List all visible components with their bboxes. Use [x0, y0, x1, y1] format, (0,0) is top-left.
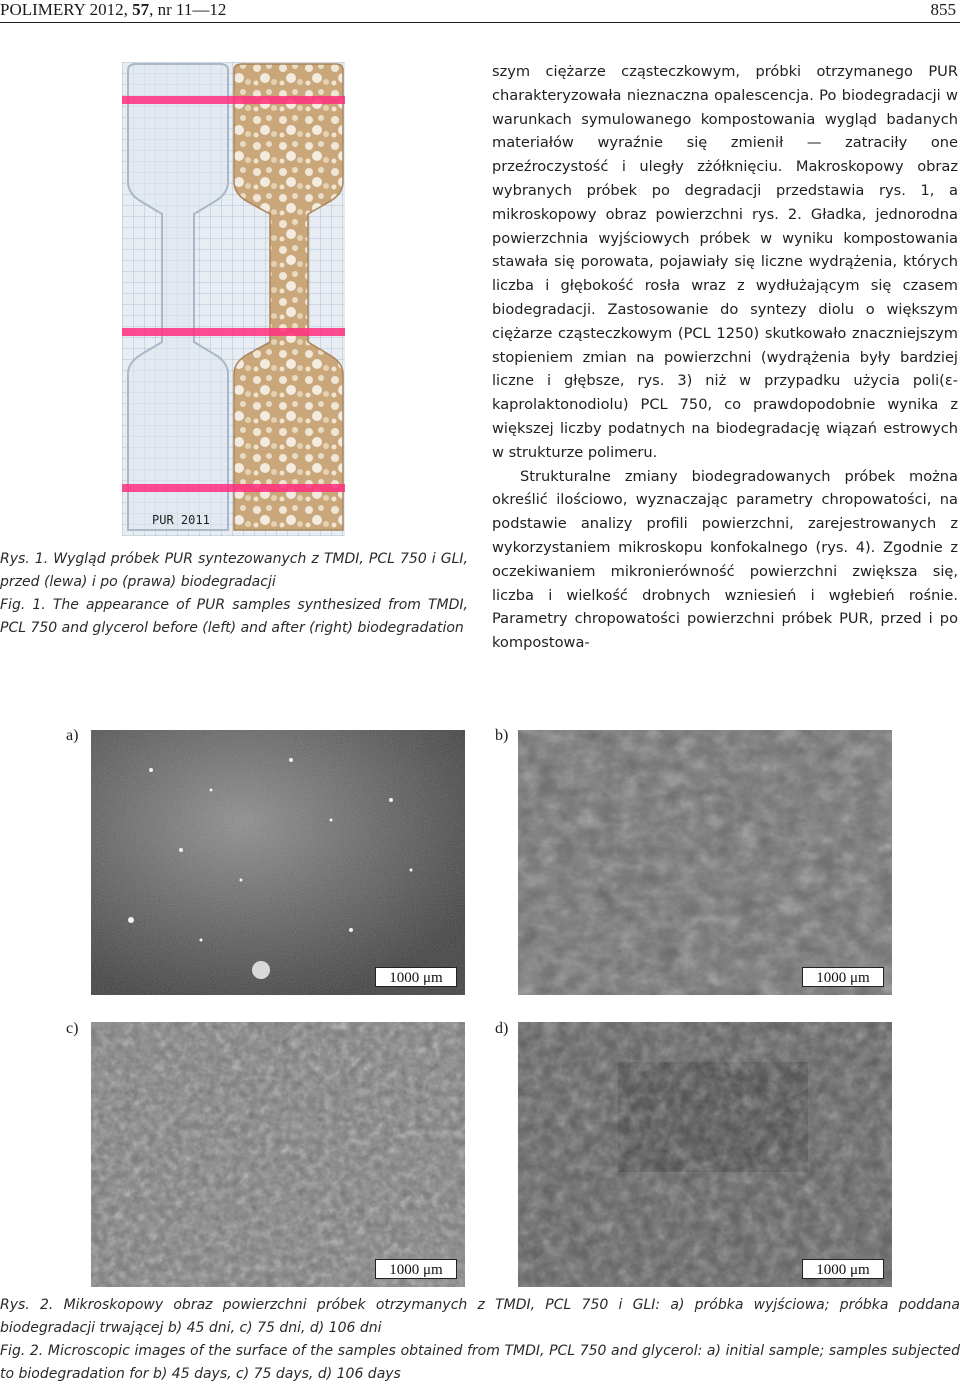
- volume-number: 57: [132, 0, 150, 19]
- journal-citation: POLIMERY 2012, 57, nr 11—12: [0, 0, 227, 19]
- body-text-column: [492, 60, 958, 655]
- figure2-caption-pl: Rys. 2. Mikroskopowy obraz powierzchni próbek otrzymanych z TMDI, PCL 750 i GLI: a) próbka wyjściowa; próbka poddana biodegradacji trwającej b) 45 dni, c) 75 dni, d) 106 dni: [0, 1297, 960, 1336]
- micrograph-b: [518, 730, 892, 995]
- micrograph-d: [518, 1022, 892, 1287]
- panel-a-label: a): [66, 727, 79, 744]
- figure1-photo: [122, 62, 345, 536]
- micrograph-c: [91, 1022, 465, 1287]
- dumbbell-samples-image: [122, 62, 345, 536]
- micrograph-a-image: [91, 730, 465, 995]
- figure1-caption: [0, 548, 468, 640]
- sample-label: PUR 2011: [152, 513, 210, 527]
- scale-bar-c: 1000 μm: [375, 1259, 457, 1279]
- figure2-caption-en: Fig. 2. Microscopic images of the surface of the samples obtained from TMDI, PCL 750 and glycerol: a) initial sample; samples subjected to biodegradation for b) 45 days, c) 75 days, d) 106 days: [0, 1343, 960, 1382]
- figure2-caption: [0, 1294, 960, 1386]
- running-header: [0, 0, 960, 23]
- figure1-caption-pl: Rys. 1. Wygląd próbek PUR syntezowanych z TMDI, PCL 750 i GLI, przed (lewa) i po (prawa) biodegradacji: [0, 551, 468, 590]
- micrograph-c-image: [91, 1022, 465, 1287]
- micrograph-b-image: [518, 730, 892, 995]
- micrograph-d-image: [518, 1022, 892, 1287]
- scale-bar-b: 1000 μm: [802, 967, 884, 987]
- scale-bar-d: 1000 μm: [802, 1259, 884, 1279]
- panel-c-label: c): [66, 1020, 79, 1037]
- micrograph-a: [91, 730, 465, 995]
- body-paragraph-2: Strukturalne zmiany biodegradowanych próbek można określić ilościowo, wyznaczając parametry chropowatości, na podstawie analizy profili powierzchni, zarejestrowanych z wykorzystaniem mikroskopu konfokalnego (rys. 4). Zgodnie z oczekiwaniem mikronierówność powierzchni zwiększa się, liczba i wielkość drobnych wzniesień i wgłebień rośnie. Parametry chropowatości powierzchni próbek PUR, przed i po kompostowa-: [492, 467, 958, 652]
- figure1-caption-en: Fig. 1. The appearance of PUR samples synthesized from TMDI, PCL 750 and glycerol before (left) and after (right) biodegradation: [0, 597, 468, 636]
- body-paragraph-1: szym ciężarze cząsteczkowym, próbki otrzymanego PUR charakteryzowała nieznaczna opalescencja. Po biodegradacji w warunkach symulowanego kompostowania wygląd badanych materiałów wyraźnie się zmienił — zatraciły one przeźroczystość i uległy zżółknięciu. Makroskopowy obraz wybranych próbek po degradacji przedstawia rys. 1, a mikroskopowy obraz powierzchni rys. 2. Gładka, jednorodna powierzchnia wyjściowych próbek w wyniku kompostowania stawała się porowata, pojawiały się liczne wydrążenia, których liczba i głębokość rosła wraz z wydłużającym się czasem biodegradacji. Zastosowanie do syntezy diolu o większym ciężarze cząsteczkowym (PCL 1250) skutkowało znaczniejszym stopieniem zmian na powierzchni (wydrążenia były bardziej liczne i głębsze, rys. 3) niż w przypadku użycia poli(ε-kaprolaktonodiolu) PCL 750, co prawdopodobnie wynika z większej liczby podatnych na biodegradację wiązań estrowych w strukturze polimeru.: [492, 63, 958, 461]
- panel-d-label: d): [495, 1020, 509, 1037]
- page-number: 855: [930, 0, 956, 19]
- panel-b-label: b): [495, 727, 509, 744]
- scale-bar-a: 1000 μm: [375, 967, 457, 987]
